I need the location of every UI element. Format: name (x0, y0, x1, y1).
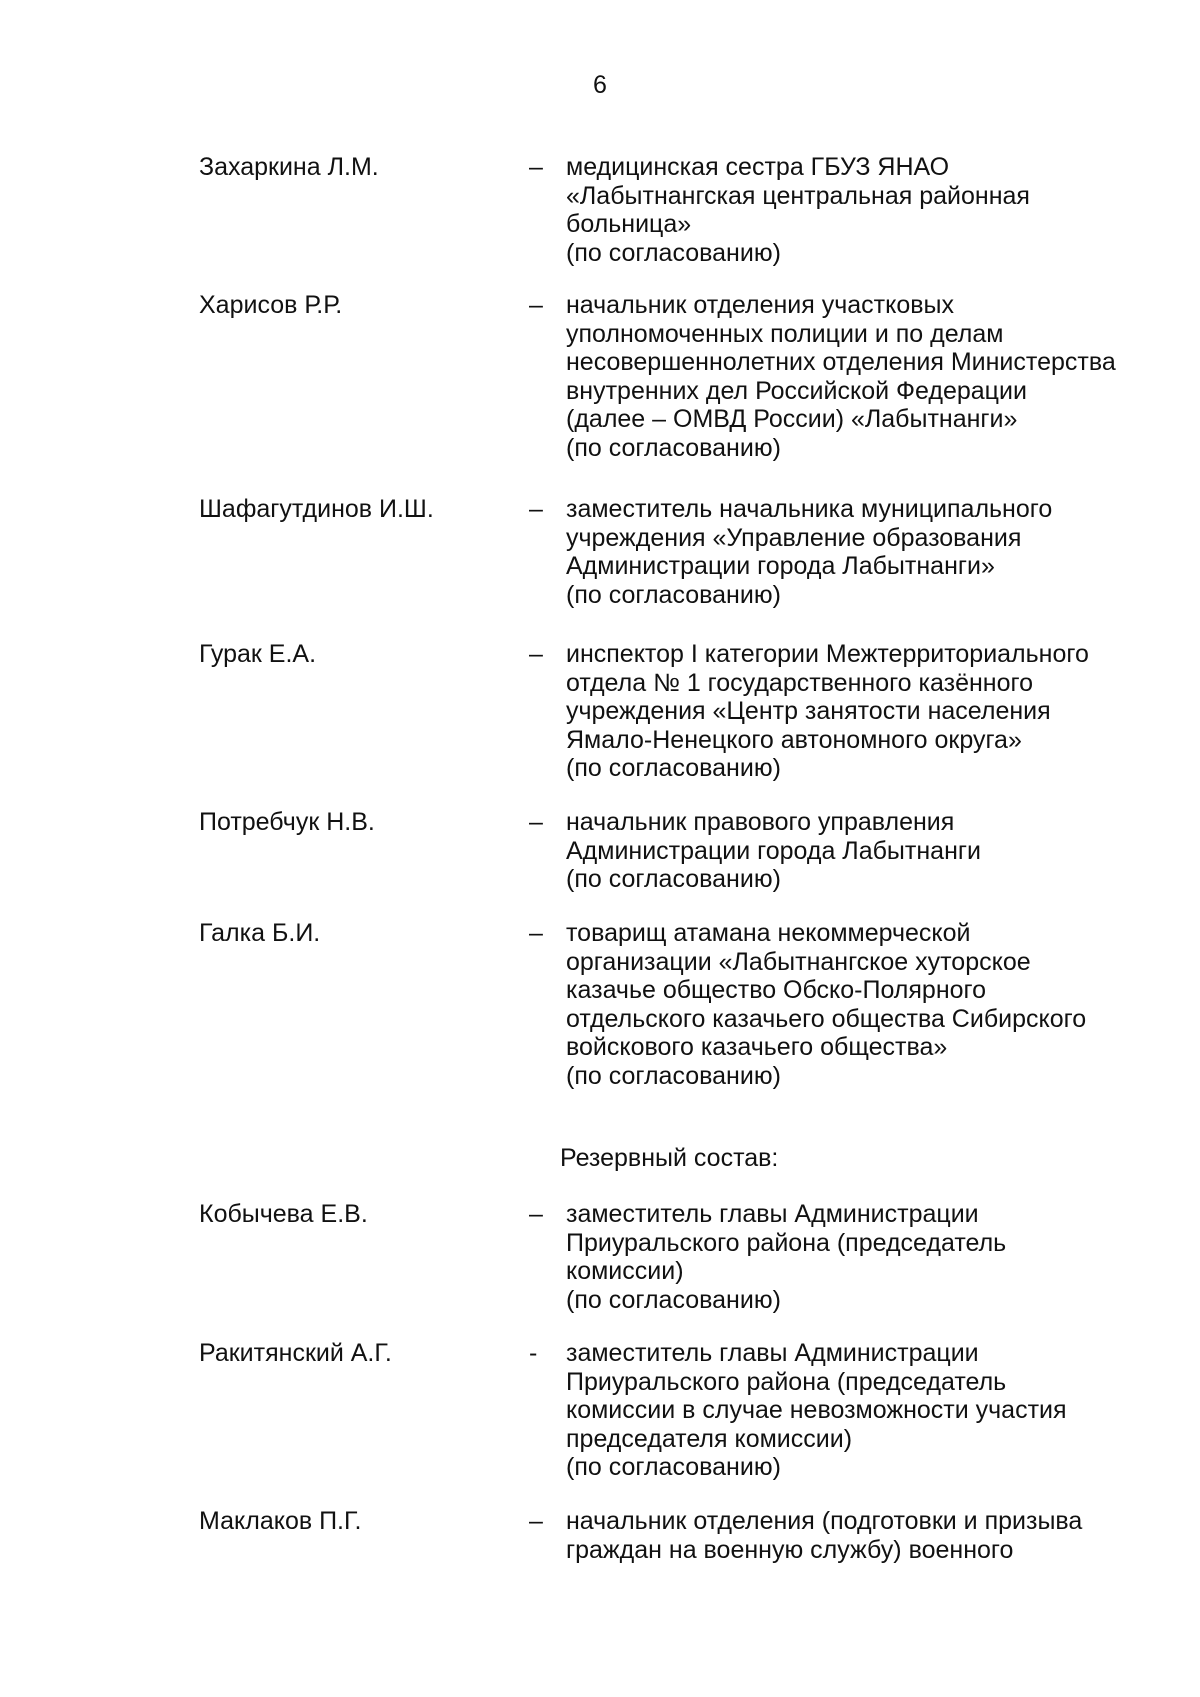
dash-separator: - (529, 1339, 538, 1367)
member-name: Кобычева Е.В. (199, 1200, 368, 1228)
description-line: больница» (566, 210, 692, 238)
description-line: товарищ атамана некоммерческой (566, 919, 971, 947)
description-line: организации «Лабытнангское хуторское (566, 947, 1031, 976)
description-line: заместитель главы Администрации (566, 1339, 979, 1367)
dash-separator: – (529, 919, 543, 947)
description-line: заместитель главы Администрации (566, 1200, 979, 1228)
description-line: (далее – ОМВД России) «Лабытнанги» (566, 405, 1018, 433)
member-description (566, 1507, 1166, 1564)
description-line: медицинская сестра ГБУЗ ЯНАО (566, 153, 950, 181)
member-name: Потребчук Н.В. (199, 808, 375, 836)
description-line: уполномоченных полиции и по делам (566, 319, 1004, 348)
description-line: начальник отделения участковых (566, 291, 954, 319)
description-line: (по согласованию) (566, 1285, 781, 1314)
description-line: Администрации города Лабытнанги» (566, 552, 995, 580)
description-line: «Лабытнангская центральная районная (566, 181, 1030, 210)
description-line: председателя комиссии) (566, 1424, 853, 1453)
dash-separator: – (529, 291, 543, 319)
description-line: начальник правового управления (566, 808, 955, 836)
description-line: заместитель начальника муниципального (566, 495, 1053, 523)
member-description (566, 808, 1166, 894)
description-line: учреждения «Управление образования (566, 523, 1022, 552)
description-line: начальник отделения (подготовки и призыва (566, 1507, 1083, 1535)
member-name: Гурак Е.А. (199, 640, 317, 668)
description-line: казачье общество Обско-Полярного (566, 976, 987, 1004)
member-description (566, 495, 1166, 609)
description-line: комиссии в случае невозможности участия (566, 1396, 1067, 1424)
description-line: (по согласованию) (566, 1453, 781, 1481)
reserve-heading: Резервный состав: (560, 1144, 779, 1172)
description-line: комиссии) (566, 1257, 684, 1285)
description-line: (по согласованию) (566, 433, 781, 462)
member-description (566, 919, 1166, 1090)
dash-separator: – (529, 640, 543, 668)
member-description (566, 153, 1166, 267)
member-name: Шафагутдинов И.Ш. (199, 495, 434, 523)
description-line: Администрации города Лабытнанги (566, 836, 981, 865)
description-line: (по согласованию) (566, 754, 781, 782)
description-line: внутренних дел Российской Федерации (566, 376, 1027, 405)
description-line: Приуральского района (председатель (566, 1228, 1007, 1257)
page-number: 6 (593, 71, 607, 99)
description-line: отдела № 1 государственного казённого (566, 668, 1033, 697)
description-line: войскового казачьего общества» (566, 1033, 948, 1061)
description-line: (по согласованию) (566, 580, 781, 609)
dash-separator: – (529, 153, 543, 181)
description-line: Приуральского района (председатель (566, 1367, 1007, 1396)
description-line: инспектор I категории Межтерриториального (566, 640, 1089, 668)
member-description (566, 640, 1166, 783)
description-line: несовершеннолетних отделения Министерства (566, 348, 1116, 376)
description-line: (по согласованию) (566, 1061, 781, 1090)
description-line: (по согласованию) (566, 865, 781, 893)
description-line: граждан на военную службу) военного (566, 1535, 1014, 1564)
dash-separator: – (529, 495, 543, 523)
member-name: Галка Б.И. (199, 919, 321, 947)
dash-separator: – (529, 808, 543, 836)
description-line: учреждения «Центр занятости населения (566, 697, 1051, 725)
description-line: (по согласованию) (566, 238, 781, 267)
member-description (566, 1200, 1166, 1314)
dash-separator: – (529, 1507, 543, 1535)
member-name: Харисов Р.Р. (199, 291, 343, 319)
member-name: Маклаков П.Г. (199, 1507, 362, 1535)
member-description (566, 291, 1166, 462)
dash-separator: – (529, 1200, 543, 1228)
description-line: отдельского казачьего общества Сибирского (566, 1004, 1087, 1033)
member-name: Захаркина Л.М. (199, 153, 379, 181)
member-name: Ракитянский А.Г. (199, 1339, 392, 1367)
member-description (566, 1339, 1166, 1482)
description-line: Ямало-Ненецкого автономного округа» (566, 725, 1022, 754)
